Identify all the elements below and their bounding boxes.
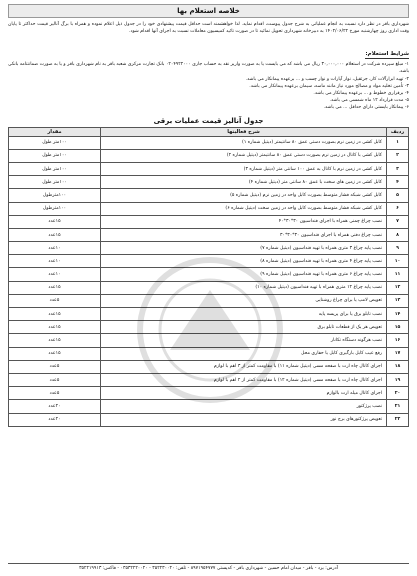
table-row	[9, 176, 409, 189]
row-description: نصب پایه چراغ ۳ متری همراه با تهیه فنداسیون (دیتیل شماره ۷)	[101, 242, 387, 255]
row-quantity: ۱۰۰متر طول	[9, 176, 101, 189]
row-quantity: ۵عدد	[9, 387, 101, 400]
row-number: ۲۲	[387, 413, 409, 426]
table-row	[9, 360, 409, 373]
row-quantity: ۱۰۰متر طول	[9, 162, 101, 175]
table-row	[9, 202, 409, 215]
row-description: نصب چراغ چمنی همراه با اجرای فنداسیون ۳۰*۳۰*۴۰	[101, 215, 387, 228]
table-title: جدول آنالیز قیمت عملیات برقی	[153, 116, 264, 125]
table-row	[9, 294, 409, 307]
table-row	[9, 413, 409, 426]
conditions-section	[8, 40, 409, 111]
row-description: نصب چراغ دفنی همراه با اجرای فنداسیون ۳۰*۳۰*۳۰	[101, 228, 387, 241]
row-quantity: ۱۰۰متر طول	[9, 149, 101, 162]
condition-item: ۲- تهیه ابزارآلات کار، جرثقیل، نوار آپارات و نوار چسب و ... برعهده پیمانکار می باشد.	[245, 76, 409, 82]
row-number: ۸	[387, 228, 409, 241]
row-description: تعویض پرژکتورهای برج نور	[101, 413, 387, 426]
column-header-row: ردیف	[387, 127, 409, 136]
condition-item: ۴- برقراری خطوط و ... برعهده پیمانکار می باشد.	[313, 91, 409, 96]
row-description: کابل کشی در زمین نرم بصورت دستی عمق ۸۰ سانتیمتر (دیتیل شماره ۱)	[101, 136, 387, 149]
row-quantity: ۱۵عدد	[9, 308, 101, 321]
row-number: ۳	[387, 162, 409, 175]
condition-item: ۶- پیمانکار بایستی دارای حداقل ... می باشد.	[323, 105, 409, 111]
row-number: ۵	[387, 189, 409, 202]
table-row	[9, 347, 409, 360]
row-number: ۱۳	[387, 294, 409, 307]
row-number: ۱۶	[387, 334, 409, 347]
row-number: ۱۷	[387, 347, 409, 360]
row-number: ۱	[387, 136, 409, 149]
table-row	[9, 242, 409, 255]
table-row	[9, 189, 409, 202]
row-quantity: ۱۵عدد	[9, 228, 101, 241]
condition-item: ۱- مبلغ سپرده شرکت در استعلام ۳۰,۰۰۰,۰۰۰ ریال می باشد که می بایست یا به صورت واریز نقد به حساب جاری ۰۲۰۴۹۲۲۰۰۰ بانک تجارت مرکزی شعبه باقر به نام شهرداری باقر و یا به صورت ضمانتنامه بانکی باشد.	[8, 62, 409, 75]
row-description: نصب هرگونه دستگاه تکانار	[101, 334, 387, 347]
row-description: نصب پایه چراغ ۶ متری همراه با تهیه فنداسیون (دیتیل شماره ۹)	[101, 268, 387, 281]
row-description: اجرای کانال چاه ارت با صفحه مسی (دیتیل شماره ۱۲) با مقاومت کمتر از ۲ اهم با لوازم	[101, 373, 387, 386]
row-number: ۱۲	[387, 281, 409, 294]
condition-item: ۵- مدت قرارداد ۱۲ ماه شمسی می باشد.	[329, 98, 409, 104]
row-description: کابل کشی در زمین نرم با کانال به عمق ۱۰۰ سانتی متر (دیتیل شماره ۳)	[101, 162, 387, 175]
table-body	[9, 136, 409, 426]
row-quantity: ۱۰عدد	[9, 255, 101, 268]
row-quantity: ۵عدد	[9, 373, 101, 386]
table-row	[9, 334, 409, 347]
row-quantity: ۲۰عدد	[9, 413, 101, 426]
table-row	[9, 321, 409, 334]
row-number: ۱۸	[387, 360, 409, 373]
row-description: نصب پایه چراغ ۴ متری همراه با تهیه فنداسیون (دیتیل شماره ۸)	[101, 255, 387, 268]
row-quantity: ۱۵عدد	[9, 321, 101, 334]
table-row	[9, 228, 409, 241]
row-description: کابل کشی شبکه فشار متوسط بصورت کابل واحد در زمین سخت (دیتیل شماره ۶)	[101, 202, 387, 215]
row-number: ۴	[387, 176, 409, 189]
row-quantity: ۱۰عدد	[9, 268, 101, 281]
row-quantity: ۱۰۰مترطول	[9, 189, 101, 202]
row-number: ۲۱	[387, 400, 409, 413]
row-number: ۱۴	[387, 308, 409, 321]
row-description: رفع عیب کابل بارگیری کابل یا حفاری محل	[101, 347, 387, 360]
table-row	[9, 373, 409, 386]
row-number: ۱۹	[387, 373, 409, 386]
row-description: تعویض هر یک از قطعات تابلو برق	[101, 321, 387, 334]
table-row	[9, 281, 409, 294]
condition-item: ۳- تأمین تخلیه مواد و مصالح مورد نیاز مانند ماسه، سیمان برعهده پیمانکار می باشد.	[249, 83, 409, 89]
table-row	[9, 308, 409, 321]
row-quantity: ۱۰عدد	[9, 242, 101, 255]
table-row	[9, 215, 409, 228]
row-number: ۱۱	[387, 268, 409, 281]
row-number: ۱۵	[387, 321, 409, 334]
intro-paragraph: شهرداری باقر در نظر دارد نسبت به انجام عملیاتی به شرح جدول پیوست، اقدام نماید. لذا خواهشمند است حداقل قیمت پیشنهادی خود را در جدول ذیل اعلام نموده و همراه با برگ آنالیز قیمت حداکثر تا پایان وقت اداری روز چهارشنبه مورخ ۱۴۰۲/۰۶/۲۲ به دبیرخانه شهرداری تحویل نمائید تا در صورت تائید کمیسیون معاملات نسبت به اجرای آنها اقدام شود.	[8, 22, 409, 34]
table-header-row	[9, 127, 409, 136]
row-quantity: ۵عدد	[9, 360, 101, 373]
row-quantity: ۱۰۰مترطول	[9, 202, 101, 215]
row-quantity: ۱۵عدد	[9, 347, 101, 360]
row-description: کابل کشی با کانال در زمین نرم بصورت دستی عمق ۸۰ سانتیمتر (دیتیل شماره ۲)	[101, 149, 387, 162]
row-number: ۹	[387, 242, 409, 255]
footer-address: آدرس: یزد - باقر - میدان امام حسین - شهرداری باقر - کدپستی ۸۹۷۱۹۵۴۷۷۷ - تلفن: ۳۵۲۲۳۰۰۲۰ - ۰۳۵۳۲۲۲۰۰۲۰ - فاکس: ۳۵۲۲۱۹۹۱۳	[8, 563, 409, 572]
conditions-list	[8, 61, 409, 111]
row-quantity: ۲۰عدد	[9, 400, 101, 413]
row-description: کابل کشی شبکه فشار متوسط بصورت کابل واحد در زمین نرم (دیتیل شماره ۵)	[101, 189, 387, 202]
row-quantity: ۱۵عدد	[9, 281, 101, 294]
row-description: اجرای کانال چاه ارت با صفحه مسی (دیتیل شماره ۱۱) با مقاومت کمتر از ۳ اهم با لوازم	[101, 360, 387, 373]
table-row	[9, 149, 409, 162]
row-quantity: ۱۵عدد	[9, 215, 101, 228]
row-quantity: ۱۵عدد	[9, 334, 101, 347]
row-quantity: ۱۰۰متر طول	[9, 136, 101, 149]
row-quantity: ۵عدد	[9, 294, 101, 307]
row-number: ۱۰	[387, 255, 409, 268]
row-description: کابل کشی در زمین های سخت با عمق ۸۰ سانتی متر (دیتیل شماره ۴)	[101, 176, 387, 189]
row-description: تعویض لامپ یا برای چراغ روشنایی	[101, 294, 387, 307]
row-number: ۲۰	[387, 387, 409, 400]
conditions-title: شرایط استعلام:	[365, 51, 409, 58]
row-description: نصب تابلو برق یا برای پریسه پایه	[101, 308, 387, 321]
table-row	[9, 400, 409, 413]
table-row	[9, 136, 409, 149]
column-header-desc: شرح فعالیتها	[101, 127, 387, 136]
table-row	[9, 255, 409, 268]
table-row	[9, 268, 409, 281]
document-title: خلاصه استعلام بها	[8, 4, 409, 18]
table-row	[9, 387, 409, 400]
row-number: ۷	[387, 215, 409, 228]
row-description: نصب پایه چراغ ۱۲ متری همراه با تهیه فنداسیون (دیتیل شماره ۱۰)	[101, 281, 387, 294]
row-description: اجرای کانال میله ارت بالوازم	[101, 387, 387, 400]
row-number: ۶	[387, 202, 409, 215]
row-number: ۲	[387, 149, 409, 162]
table-row	[9, 162, 409, 175]
row-description: نصب پرژکتور	[101, 400, 387, 413]
column-header-qty: مقدار	[9, 127, 101, 136]
price-analysis-table	[8, 127, 409, 427]
